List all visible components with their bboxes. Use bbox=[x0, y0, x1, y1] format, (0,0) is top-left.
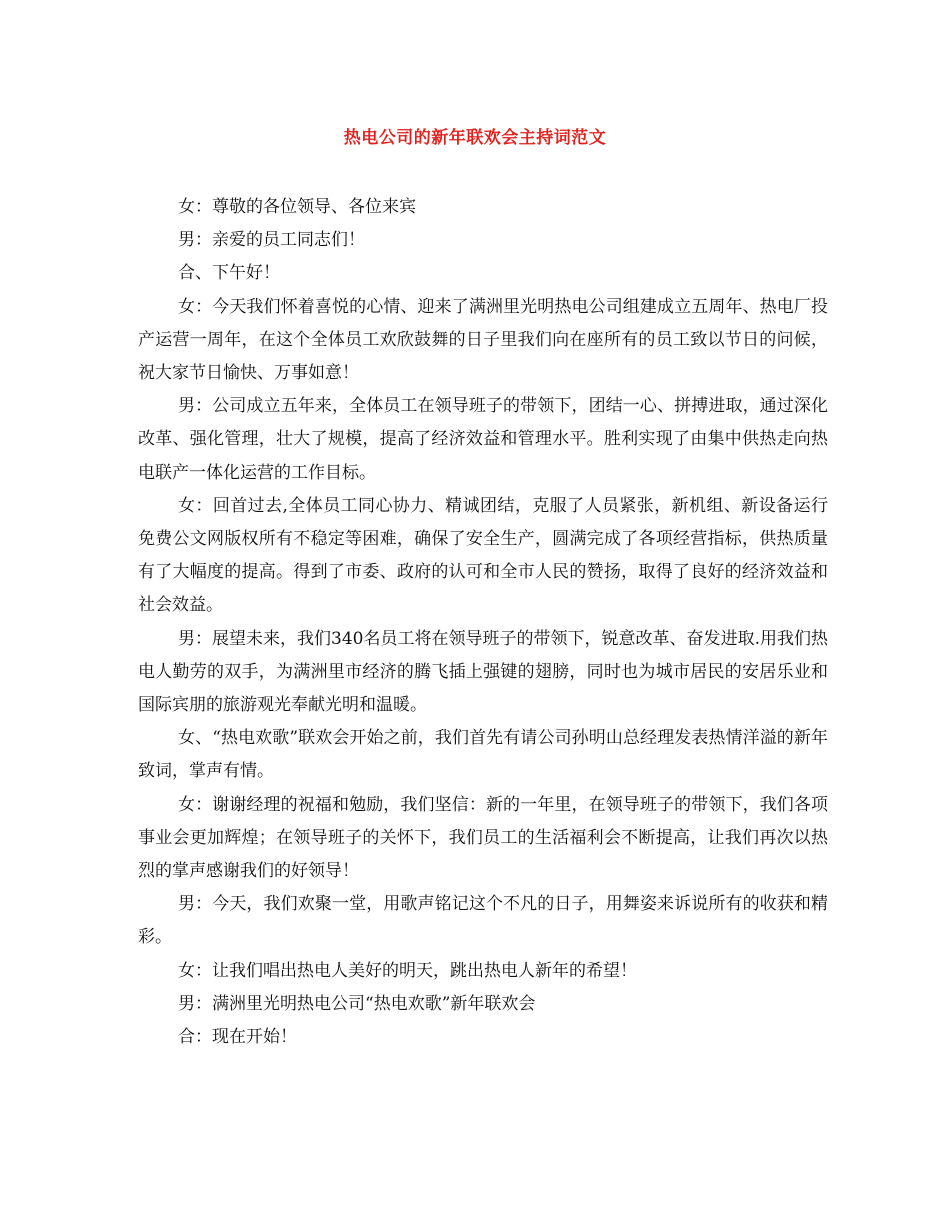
paragraph: 女：今天我们怀着喜悦的心情、迎来了满洲里光明热电公司组建成立五周年、热电厂投产运营一周年，在这个全体员工欢欣鼓舞的日子里我们向在座所有的员工致以节日的问候，祝大家节日愉快、万事如意！ bbox=[138, 296, 828, 384]
document-title: 热电公司的新年联欢会主持词范文 bbox=[343, 128, 607, 148]
paragraph: 女、“热电欢歌”联欢会开始之前，我们首先有请公司孙明山总经理发表热情洋溢的新年致词，掌声有情。 bbox=[138, 728, 828, 782]
paragraph: 女：回首过去,全体员工同心协力、精诚团结，克服了人员紧张，新机组、新设备运行免费公文网版权所有不稳定等困难，确保了安全生产，圆满完成了各项经营指标，供热质量有了大幅度的提高。得到了市委、政府的认可和全市人民的赞扬，取得了良好的经济效益和社会效益。 bbox=[138, 495, 828, 616]
paragraph: 男：展望未来，我们340名员工将在领导班子的带领下，锐意改革、奋发进取.用我们热电人勤劳的双手，为满洲里市经济的腾飞插上强键的翅膀，同时也为城市居民的安居乐业和国际宾朋的旅游观光奉献光明和温暖。 bbox=[138, 628, 828, 716]
paragraph: 男：公司成立五年来，全体员工在领导班子的带领下，团结一心、拼搏进取，通过深化改革、强化管理，壮大了规模，提高了经济效益和管理水平。胜利实现了由集中供热走向热电联产一体化运营的工作目标。 bbox=[138, 396, 828, 483]
paragraph: 男：今天，我们欢聚一堂，用歌声铭记这个不凡的日子，用舞姿来诉说所有的收获和精彩。 bbox=[138, 894, 828, 948]
paragraph: 合、下午好！ bbox=[178, 263, 280, 284]
paragraph: 女：谢谢经理的祝福和勉励，我们坚信：新的一年里，在领导班子的带领下，我们各项事业会更加辉煌；在领导班子的关怀下，我们员工的生活福利会不断提高，让我们再次以热烈的掌声感谢我们的好领导！ bbox=[138, 794, 828, 882]
paragraph: 合：现在开始！ bbox=[178, 1027, 297, 1048]
paragraph: 男：亲爱的员工同志们！ bbox=[178, 230, 365, 251]
paragraph: 女：尊敬的各位领导、各位来宾 bbox=[178, 197, 416, 217]
paragraph: 女：让我们唱出热电人美好的明天，跳出热电人新年的希望！ bbox=[178, 960, 637, 981]
document-body bbox=[138, 191, 828, 1054]
paragraph: 男：满洲里光明热电公司“热电欢歌”新年联欢会 bbox=[178, 993, 536, 1014]
